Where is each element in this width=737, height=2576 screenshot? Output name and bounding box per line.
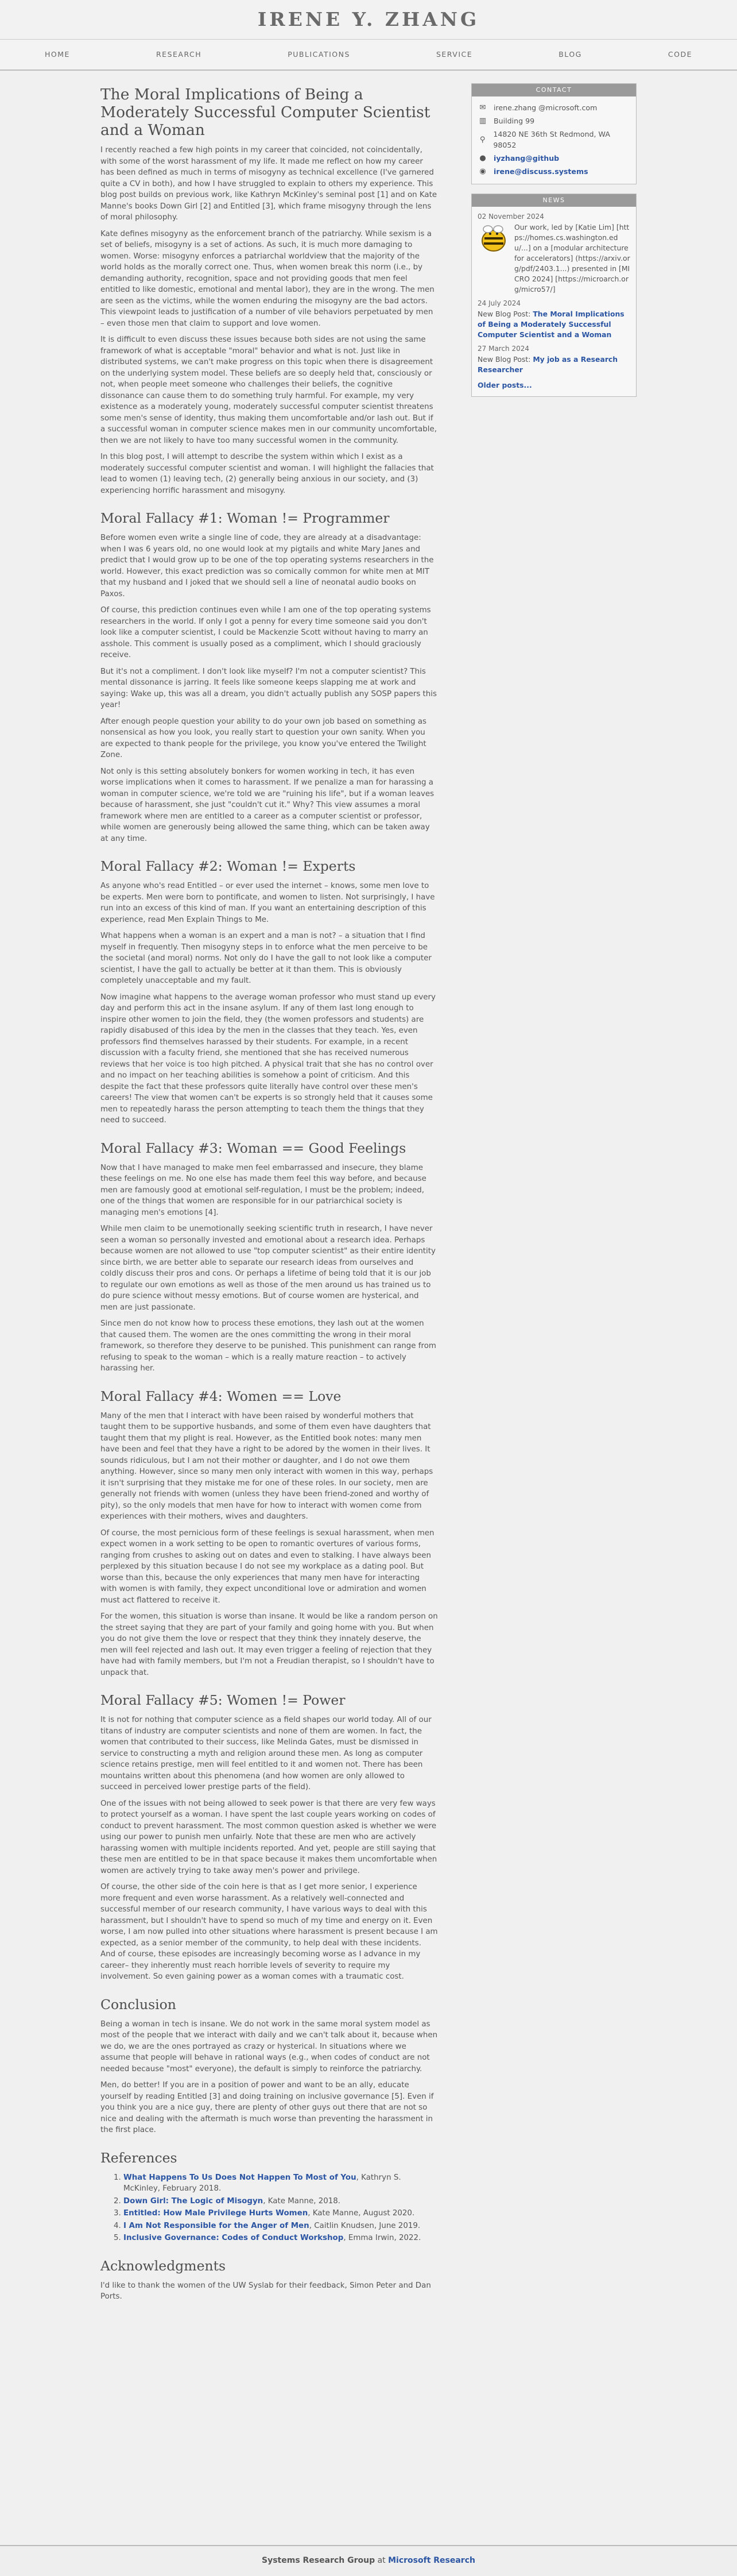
section-paragraph: It is not for nothing that computer science as a field shapes our world today. All of our titans of industry are computer scientists and none of them are women. In fact, the women that contributed to their success, like Melinda Gates, must be dismissed in service to constructing a myth and religion around these men. As long as computer science retains prestige, men will feel entitled to it and women not. There has been mountains written about this phenomena (and how women are only allowed to succeed in perceived lower prestige parts of the field). xyxy=(100,1716,432,1791)
intro-paragraph: Kate defines misogyny as the enforcement branch of the patriarchy. While sexism is a set of beliefs, misogyny is a set of actions. As such, it is much more damaging to women. Worse: misogyny enforces a patriarchal worldview that the majority of the world holds as the morally correct one. Thus, when women break this norm (i.e., by demanding authority, recognition, space and not providing goods that men feel entitled to like domestic, emotional and mental labor), they are in the wrong. The men are seen as the victims, while the women enduring the misogyny are the bad actors. This viewpoint leads to justification of a number of vile behaviors perpetuated by men – even those men that claim to support and love women. xyxy=(100,229,435,328)
post-section xyxy=(100,1996,438,2136)
reference-item xyxy=(123,2220,438,2232)
page-body xyxy=(0,71,737,2308)
contact-text: 14820 NE 36th St Redmond, WA 98052 xyxy=(493,130,610,149)
section-paragraph: But it's not a compliment. I don't look like myself? I'm not a computer scientist? This mental dissonance is jarring. It feels like someone keeps slapping me at work and saying: Wake up, this was all a dream, you didn't actually publish any SOSP papers this year! xyxy=(100,667,437,709)
bee-logo-icon xyxy=(478,222,510,254)
contact-item xyxy=(478,114,630,128)
news-date: 02 November 2024 xyxy=(478,213,544,221)
section-paragraph: One of the issues with not being allowed to seek power is that there are very few ways to protect yourself as a woman. I have spent the last couple years working on codes of conduct to prevent harassment. The most common question asked is whether we were using our power to punish men unfairly. Note that these are men who are actively harassing women with multiple incidents reported. And yet, people are still saying that these men are entitled to be in that space because it makes them uncomfortable when women are actively trying to take away men's power and privilege. xyxy=(100,1799,437,1875)
news-date: 24 July 2024 xyxy=(478,299,521,307)
older-posts-row xyxy=(478,380,630,391)
reference-details: , Emma Irwin, 2022. xyxy=(343,2234,421,2242)
nav-home[interactable]: HOME xyxy=(45,50,70,59)
section-paragraph: Not only is this setting absolutely bonkers for women working in tech, it has even worse implications when it comes to harassment. If we penalize a man for harassing a woman in computer science, we're told we are "ruining his life", but if a woman leaves because of harassment, she just "couldn't cut it." Why? This view assumes a moral framework where men are entitled to a career as a computer scientist or professor, while women are generously being allowed the same thing, which can be taken away at any time. xyxy=(100,767,435,843)
nav-code[interactable]: CODE xyxy=(668,50,692,59)
contact-text[interactable]: irene@discuss.systems xyxy=(494,167,588,176)
news-item xyxy=(478,354,630,375)
news-box xyxy=(471,194,637,397)
intro-paragraph: In this blog post, I will attempt to describe the system within which I exist as a moderately successful computer scientist and woman. I will highlight the fallacies that lead to women (1) leaving tech, (2) generally being anxious in our society, and (3) experiencing horrific harassment and misogyny. xyxy=(100,453,434,495)
post-sections xyxy=(100,510,438,2136)
reference-link[interactable]: Inclusive Governance: Codes of Conduct Workshop xyxy=(123,2234,344,2242)
news-prefix: New Blog Post: xyxy=(478,355,533,364)
post-section xyxy=(100,1140,438,1374)
news-link[interactable]: The Moral Implications of Being a Moderately Successful Computer Scientist and a Woman xyxy=(478,310,624,339)
post-section xyxy=(100,1388,438,1679)
references-heading: References xyxy=(100,2149,177,2166)
news-header: NEWS xyxy=(472,194,636,207)
reference-item xyxy=(123,2233,438,2244)
discuss-icon: ◉ xyxy=(479,167,486,176)
section-paragraph: Now that I have managed to make men feel embarrassed and insecure, they blame these feelings on me. No one else has made them feel this way before, and because men are famously good at emotional self-regulation, I must be the problem; indeed, one of the things that women are responsible for in our patriarchical society is managing men's emotions [4]. xyxy=(100,1163,426,1217)
email-icon: ✉ xyxy=(479,103,486,112)
footer-at: at xyxy=(375,2556,389,2565)
news-text: Our work, led by [Katie Lim] [https://homes.cs.washington.edu/...] on a [modular architecture for accelerators] (https://arxiv.org/pdf/2403.1...) presented in [MICRO 2024] [https://microarch.org/micro57/] xyxy=(514,223,630,293)
post-intro xyxy=(100,145,438,496)
site-footer xyxy=(0,2545,737,2576)
post-section xyxy=(100,510,438,844)
reference-details: , Kate Manne, 2018. xyxy=(263,2196,341,2206)
section-heading: Moral Fallacy #4: Women == Love xyxy=(100,1388,342,1404)
blog-post xyxy=(100,71,438,2308)
contact-box xyxy=(471,83,637,184)
reference-details: , Kathryn S. McKinley, February 2018. xyxy=(123,2173,401,2193)
section-paragraph: Of course, the other side of the coin here is that as I get more senior, I experience more frequent and even worse harassment. As a relatively well-connected and successful member of our research community, I have various ways to deal with this harassment, but I shouldn't have to spend so much of my time and energy on it. Even worse, I am now pulled into other situations where harassment is present because I am expected, as a senior member of the community, to help deal with these incidents. And of course, these episodes are increasingly becoming worse as I advance in my career– they inherently must reach horrible levels of severity to require my involvement. So even gaining power as a woman comes with a traumatic cost. xyxy=(100,1883,438,1981)
post-title: The Moral Implications of Being a Moderately Successful Computer Scientist and a Woman xyxy=(100,86,430,139)
section-paragraph: Being a woman in tech is insane. We do not work in the same moral system model as most of the people that we interact with daily and we can't talk about it, because when we do, we are the ones portrayed as crazy or hysterical. In situations where we assume that people will behave in rational ways (e.g., when codes of conduct are not needed because "most" everyone), the default is simply to reinforce the patriarchy. xyxy=(100,2019,438,2073)
nav-service[interactable]: SERVICE xyxy=(436,50,473,59)
main-nav xyxy=(0,40,737,71)
reference-link[interactable]: Down Girl: The Logic of Misogyn xyxy=(123,2196,263,2206)
building-icon: ▥ xyxy=(479,117,487,125)
section-paragraph: Since men do not know how to process these emotions, they lash out at the women that caused them. The women are the ones committing the wrong in their moral framework, so therefore they deserve to be punished. This punishment can range from refusing to speak to the woman – which is a really mature reaction – to actively harassing her. xyxy=(100,1319,436,1373)
sidebar xyxy=(471,71,637,2308)
section-paragraph: Now imagine what happens to the average woman professor who must stand up every day and perform this act in the insane asylum. If any of them last long enough to inspire other women to join the field, they (the women professors and students) are rapidly disabused of this idea by the men in the classes that they teach. Yes, even professors find themselves harassed by their students. For example, in a recent discussion with a faculty friend, she mentioned that she has received numerous reviews that her voice is too high pitched. A physical trait that she has no control over and no impact on her teaching abilities is somehow a point of criticism. And this despite the fact that these professors quite literally have control over these men's careers! The view that women can't be experts is so strongly held that it causes some men to repeatedly harass the person attempting to teach them the things that they need to succeed. xyxy=(100,992,436,1125)
post-section xyxy=(100,1692,438,1983)
contact-item xyxy=(478,128,630,152)
section-heading: Moral Fallacy #1: Woman != Programmer xyxy=(100,510,390,526)
reference-details: , Caitlin Knudsen, June 2019. xyxy=(309,2221,421,2230)
section-heading: Moral Fallacy #5: Women != Power xyxy=(100,1692,346,1708)
reference-details: , Kate Manne, August 2020. xyxy=(308,2209,415,2218)
contact-list xyxy=(472,96,636,184)
section-paragraph: For the women, this situation is worse than insane. It would be like a random person on the street saying that they are part of your family and going home with you. But when you do not give them the love or respect that they think they innately deserve, the men will feel rejected and lash out. It may even trigger a feeling of rejection that they have had with family members, but I'm not a Freudian therapist, so I shouldn't have to unpack that. xyxy=(100,1612,438,1677)
news-item xyxy=(478,309,630,340)
contact-item xyxy=(478,165,630,178)
references-list xyxy=(100,2172,438,2244)
section-paragraph: What happens when a woman is an expert and a man is not? – a situation that I find myself in frequently. Then misogyny steps in to enforce what the men perceive to be the societal (and moral) norms. Not only do I have the gall to not look like a computer scientist, I have the gall to actually be better at it than them. This is obviously completely unacceptable and my fault. xyxy=(100,932,432,985)
github-icon: ● xyxy=(479,154,486,163)
contact-header: CONTACT xyxy=(472,84,636,96)
footer-group: Systems Research Group xyxy=(262,2556,375,2565)
intro-paragraph: It is difficult to even discuss these issues because both sides are not using the same framework of what is acceptable "moral" behavior and what is not. Just like in distributed systems, we can't make progress on this topic when there is disagreement on the underlying system model. These beliefs are so deeply held that, consciously or not, when people meet someone who challenges their beliefs, the cognitive dissonance can cause them to do something truly harmful. For example, my very existence as a moderately young, moderately successful computer scientist threatens some men's sense of identity, thus making them uncomfortable and/or lash out. But if a successful woman in computer science makes men in our community uncomfortable, then we are not likely to have too many successful women in the community. xyxy=(100,335,437,445)
reference-item xyxy=(123,2208,438,2219)
post-section xyxy=(100,858,438,1126)
section-paragraph: Of course, the most pernicious form of these feelings is sexual harassment, when men expect women in a work setting to be open to romantic overtures of various forms, ranging from crushes to asking out on dates and even to stalking. I have always been perplexed by this situation because I do not see my workplace as a dating pool. But worse than this, because the only experiences that many men have for interacting with women is with family, they expect unconditional love or admiration and women must act flattered to receive it. xyxy=(100,1528,435,1605)
nav-blog[interactable]: BLOG xyxy=(558,50,582,59)
intro-paragraph: I recently reached a few high points in my career that coincided, not coincidentally, with some of the worst harassment of my life. It made me reflect on how my career has been defined as much in terms of misogyny as technical excellence (I've garnered quite a CV in both), and how I have struggled to explain to others my experience. This blog post builds on previous work, like Kathryn McKinley's seminal post [1] and on Kate Manne's books Down Girl [2] and Entitled [3], which frame misogyny through the lens of moral philosophy. xyxy=(100,146,437,222)
section-paragraph: While men claim to be unemotionally seeking scientific truth in research, I have never seen a woman so personally invested and emotional about a research idea. Perhaps because women are not allowed to use "top computer scientist" as their entire identity since birth, we are better able to separate our research ideas from ourselves and coldly discuss their pros and cons. Or perhaps a lifetime of being told that it is our job to regulate our own emotions as well as those of the men around us has trained us to do pure science without messy emotions. But of course women are hysterical, and men are just passionate. xyxy=(100,1225,436,1312)
news-date: 27 March 2024 xyxy=(478,345,530,353)
reference-link[interactable]: I Am Not Responsible for the Anger of Men xyxy=(123,2221,309,2230)
reference-link[interactable]: Entitled: How Male Privilege Hurts Women xyxy=(123,2209,308,2218)
news-link[interactable]: My job as a Research Researcher xyxy=(478,355,618,374)
section-paragraph: After enough people question your ability to do your own job based on something as nonsensical as how you look, you really start to question your own sanity. When you are expected to thank people for the privilege, you know you've entered the Twilight Zone. xyxy=(100,717,426,759)
reference-item xyxy=(123,2196,438,2207)
nav-research[interactable]: RESEARCH xyxy=(156,50,202,59)
contact-item xyxy=(478,101,630,114)
contact-item xyxy=(478,152,630,165)
contact-text[interactable]: iyzhang@github xyxy=(494,154,560,163)
section-heading: Moral Fallacy #2: Woman != Experts xyxy=(100,858,356,874)
acknowledgments-text: I'd like to thank the women of the UW Syslab for their feedback, Simon Peter and Dan Ports. xyxy=(100,2281,431,2301)
section-paragraph: Men, do better! If you are in a position of power and want to be an ally, educate yourself by reading Entitled [3] and doing training on inclusive governance [5]. Even if you think you are a nice guy, there are plenty of other guys out there that are not so nice and dealing with the aftermath is much worse than preventing the harassment in the first place. xyxy=(100,2081,434,2134)
acknowledgments-heading: Acknowledgments xyxy=(100,2257,226,2274)
footer-msr[interactable]: Microsoft Research xyxy=(388,2556,475,2565)
section-paragraph: As anyone who's read Entitled – or ever used the internet – knows, some men love to be experts. Men were born to pontificate, and women to listen. Not surprisingly, I have run into an excess of this kind of man. If you want an entertaining description of this experience, read Men Explain Things to Me. xyxy=(100,882,435,924)
news-item xyxy=(478,222,630,295)
section-heading: Conclusion xyxy=(100,1996,176,2013)
reference-item xyxy=(123,2172,438,2195)
section-heading: Moral Fallacy #3: Woman == Good Feelings xyxy=(100,1140,406,1156)
contact-text: Building 99 xyxy=(494,117,535,125)
section-paragraph: Many of the men that I interact with have been raised by wonderful mothers that taught them to be supportive husbands, and some of them even have daughters that taught them that my plight is real. However, as the Entitled book notes: many men have been and feel that they have a right to be adored by the women in their lives. It sounds ridiculous, but I am not their mother or daughter, and I do not owe them anything. However, since so many men only interact with women in this way, perhaps it isn't surprising that they mistake me for one of these roles. In our society, men are generally not friends with women (unless they have been friend-zoned and worthy of pity), so the only models that men have for how to interact with women come from experiences with their mothers, wives and daughters. xyxy=(100,1411,433,1521)
reference-link[interactable]: What Happens To Us Does Not Happen To Most of You xyxy=(123,2173,356,2182)
site-header xyxy=(0,0,737,40)
news-prefix: New Blog Post: xyxy=(478,310,533,318)
nav-publications[interactable]: PUBLICATIONS xyxy=(288,50,350,59)
site-title[interactable]: IRENE Y. ZHANG xyxy=(257,8,480,30)
section-paragraph: Before women even write a single line of code, they are already at a disadvantage: when I was 6 years old, no one would look at my pigtails and white Mary Janes and predict that I would grow up to be one of the top operating systems researchers in the world. However, this exact prediction was so comically common for white men at MIT that my husband and I joked that we should sell a line of neonatal audio books on Paxos. xyxy=(100,534,434,598)
location-icon: ⚲ xyxy=(479,135,486,144)
contact-text: irene.zhang @microsoft.com xyxy=(494,103,598,112)
older-posts-link[interactable]: Older posts... xyxy=(478,381,532,389)
news-list xyxy=(472,207,636,396)
section-paragraph: Of course, this prediction continues even while I am one of the top operating systems researchers in the world. If only I got a penny for every time someone said you don't look like a computer scientist, I could be Mackenzie Scott without having to marry an asshole. This comment is usually posed as a compliment, which I should graciously receive. xyxy=(100,606,431,659)
